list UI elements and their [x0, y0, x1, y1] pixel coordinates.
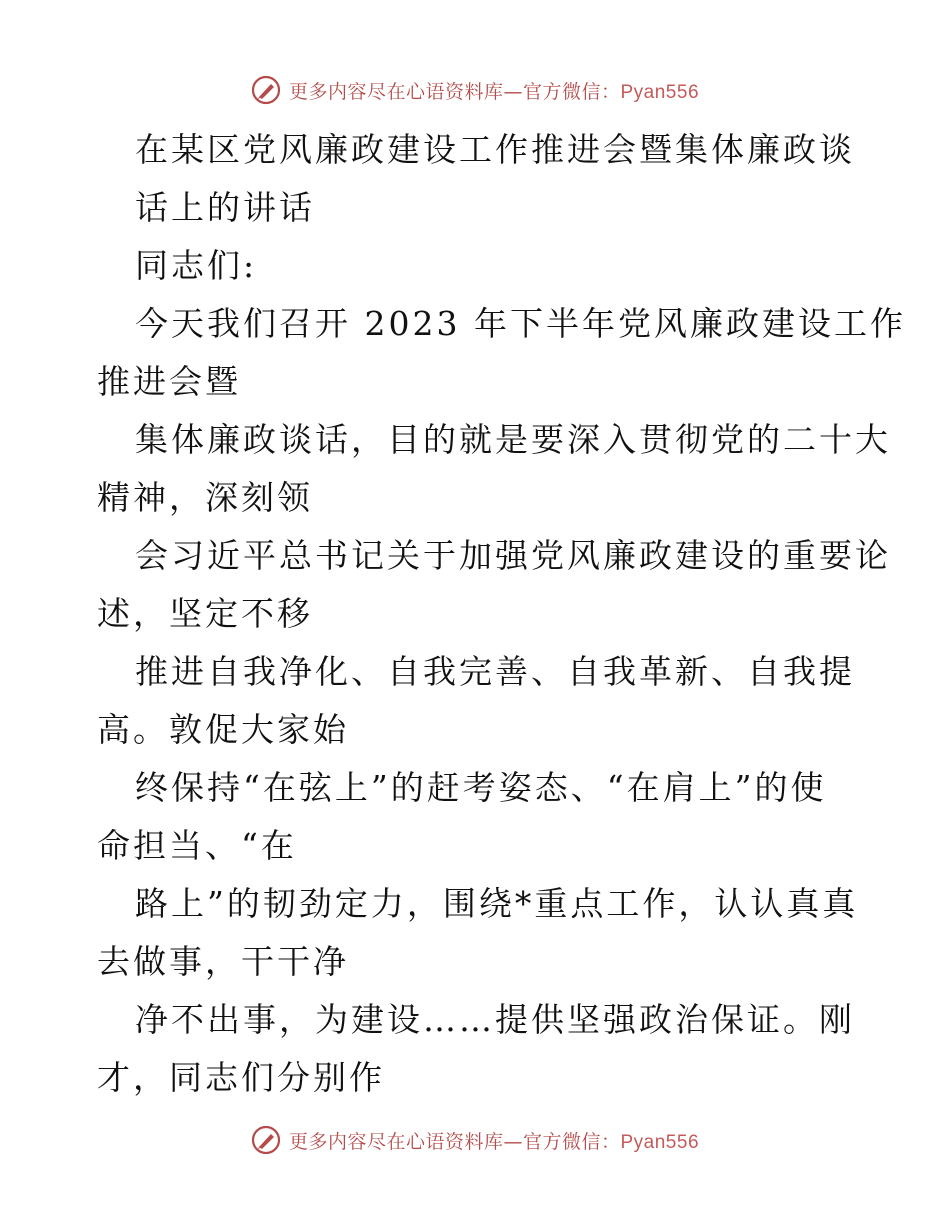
watermark-wechat-id: Pyan556 [620, 81, 700, 103]
body-line: 路上”的韧劲定力，围绕*重点工作，认认真真 [135, 884, 859, 923]
body-line: 命担当、“在 [97, 826, 297, 865]
body-line: 集体廉政谈话，目的就是要深入贯彻党的二十大 [135, 420, 891, 459]
title-line-1: 在某区党风廉政建设工作推进会暨集体廉政谈 [135, 130, 855, 169]
quill-circle-logo-icon [251, 1125, 281, 1155]
watermark-text-cn: 更多内容尽在心语资料库—官方微信： [288, 80, 621, 103]
body-line: 推进会暨 [97, 362, 241, 401]
salutation: 同志们: [135, 246, 258, 285]
body-line: 精神，深刻领 [97, 478, 313, 517]
document-body [97, 121, 906, 1107]
watermark-text [289, 1127, 699, 1154]
footer-watermark [0, 1120, 950, 1160]
body-line: 高。敦促大家始 [97, 710, 349, 749]
body-line: 终保持“在弦上”的赶考姿态、“在肩上”的使 [135, 768, 827, 807]
header-watermark [0, 70, 950, 110]
body-line: 去做事，干干净 [97, 942, 349, 981]
watermark-text [289, 77, 699, 104]
body-line: 述，坚定不移 [97, 594, 313, 633]
body-line: 推进自我净化、自我完善、自我革新、自我提 [135, 652, 855, 691]
body-line: 会习近平总书记关于加强党风廉政建设的重要论 [135, 536, 891, 575]
body-line: 今天我们召开 2023 年下半年党风廉政建设工作 [135, 304, 906, 343]
title-line-2: 话上的讲话 [135, 188, 315, 227]
watermark-text-cn: 更多内容尽在心语资料库—官方微信： [288, 1130, 621, 1153]
body-line: 才，同志们分别作 [97, 1058, 385, 1097]
watermark-wechat-id: Pyan556 [620, 1131, 700, 1153]
body-line: 净不出事，为建设……提供坚强政治保证。刚 [135, 1000, 855, 1039]
quill-circle-logo-icon [251, 75, 281, 105]
